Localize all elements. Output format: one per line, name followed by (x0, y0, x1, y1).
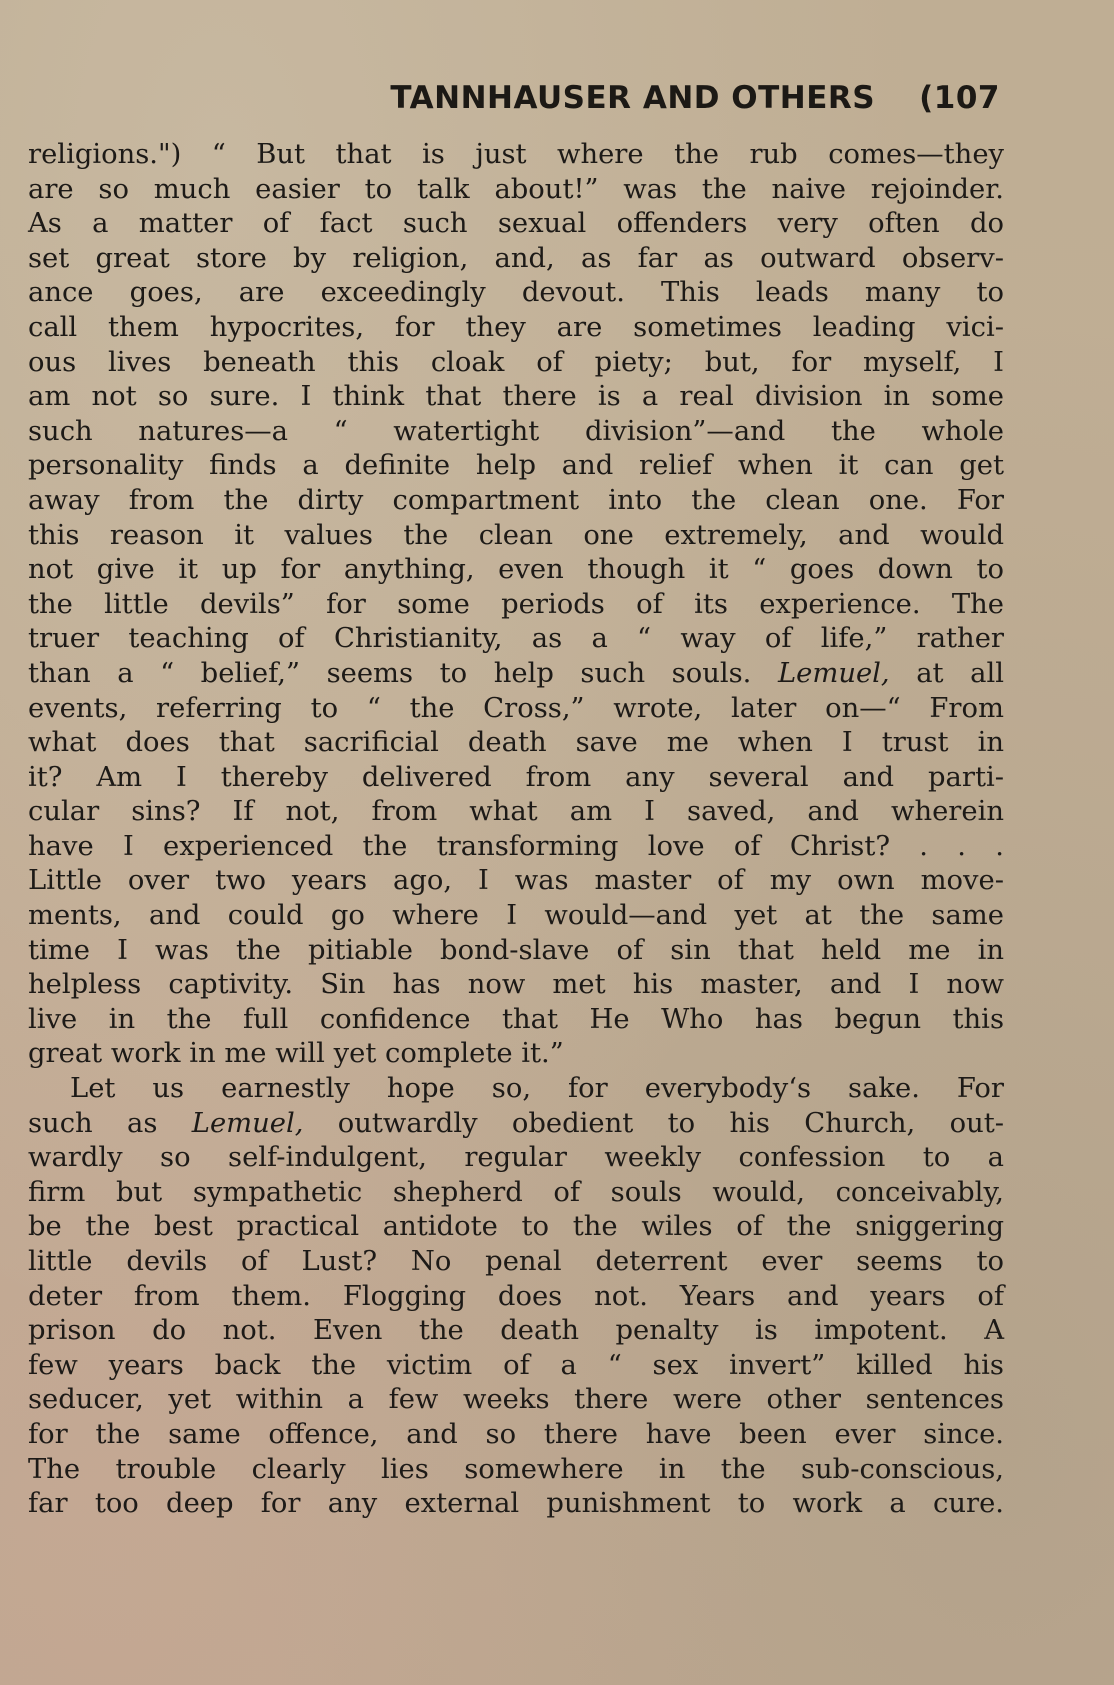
text-line: such natures—a “ watertight division”—and the whole (28, 415, 1004, 447)
paragraph-start-line: Let us earnestly hope so, for everybody‘s sake. For (70, 1073, 1004, 1105)
text-line: few years back the victim of a “ sex invert” killed his (28, 1349, 1004, 1381)
text-line: firm but sympathetic shepherd of souls would, conceivably, (28, 1176, 1004, 1208)
body-text (28, 138, 1004, 1522)
text-line: away from the dirty compartment into the clean one. For (28, 484, 1004, 516)
text-line: ous lives beneath this cloak of piety; but, for myself, I (28, 346, 1004, 378)
text-line: far too deep for any external punishment to work a cure. (28, 1488, 1004, 1520)
text-line: set great store by religion, and, as far as outward observ- (28, 242, 1004, 274)
chapter-title: TANNHAUSER AND OTHERS (390, 80, 876, 116)
text-line: for the same offence, and so there have been ever since. (28, 1418, 1004, 1450)
text-segment: at all (889, 657, 1004, 689)
text-line: wardly so self-indulgent, regular weekly confession to a (28, 1142, 1004, 1174)
text-line: cular sins? If not, from what am I saved, and wherein (28, 796, 1004, 828)
text-line: time I was the pitiable bond-slave of sin that held me in (28, 934, 1004, 966)
text-line: am not so sure. I think that there is a real division in some (28, 381, 1004, 413)
running-header (390, 80, 1000, 116)
text-line: have I experienced the transforming love of Christ? . . . (28, 830, 1004, 862)
text-line: deter from them. Flogging does not. Years and years of (28, 1280, 1004, 1312)
text-line: it? Am I thereby delivered from any several and parti- (28, 761, 1004, 793)
text-line: call them hypocrites, for they are sometimes leading vici- (28, 311, 1004, 343)
text-line: religions.") “ But that is just where the rub comes—they (28, 139, 1004, 170)
text-line: As a matter of fact such sexual offenders very often do (28, 208, 1004, 240)
text-segment: such as (28, 1107, 192, 1139)
text-line: prison do not. Even the death penalty is impotent. A (28, 1315, 1004, 1347)
text-segment: outwardly obedient to his Church, out- (303, 1107, 1004, 1139)
italic-name: Lemuel, (777, 657, 890, 689)
text-line: the little devils” for some periods of its experience. The (28, 588, 1004, 620)
text-line: Little over two years ago, I was master of my own move- (28, 865, 1004, 897)
text-line: are so much easier to talk about!” was the naive rejoinder. (28, 173, 1004, 205)
text-line: this reason it values the clean one extremely, and would (28, 519, 1004, 551)
paragraph-end-line: great work in me will yet complete it.” (28, 1038, 564, 1070)
text-segment: than a “ belief,” seems to help such souls. (28, 657, 778, 689)
text-line: not give it up for anything, even though it “ goes down to (28, 554, 1004, 586)
text-line: live in the full confidence that He Who has begun this (28, 1003, 1004, 1035)
text-line: little devils of Lust? No penal deterrent ever seems to (28, 1246, 1004, 1277)
text-line: truer teaching of Christianity, as a “ way of life,” rather (28, 623, 1004, 655)
text-line: ance goes, are exceedingly devout. This leads many to (28, 277, 1004, 309)
text-line: helpless captivity. Sin has now met his master, and I now (28, 969, 1004, 1001)
text-line (28, 1107, 1004, 1142)
page-number: (107 (919, 80, 1000, 116)
text-line: The trouble clearly lies somewhere in the sub-conscious, (28, 1453, 1004, 1485)
text-line: personality finds a definite help and relief when it can get (28, 450, 1004, 482)
text-line: be the best practical antidote to the wiles of the sniggering (28, 1211, 1004, 1243)
text-line: events, referring to “ the Cross,” wrote, later on—“ From (28, 692, 1004, 724)
text-line: ments, and could go where I would—and yet at the same (28, 900, 1004, 932)
text-line: seducer, yet within a few weeks there were other sentences (28, 1384, 1004, 1416)
italic-name: Lemuel, (191, 1107, 304, 1139)
text-line (28, 657, 1004, 692)
text-line: what does that sacrificial death save me when I trust in (28, 727, 1004, 759)
